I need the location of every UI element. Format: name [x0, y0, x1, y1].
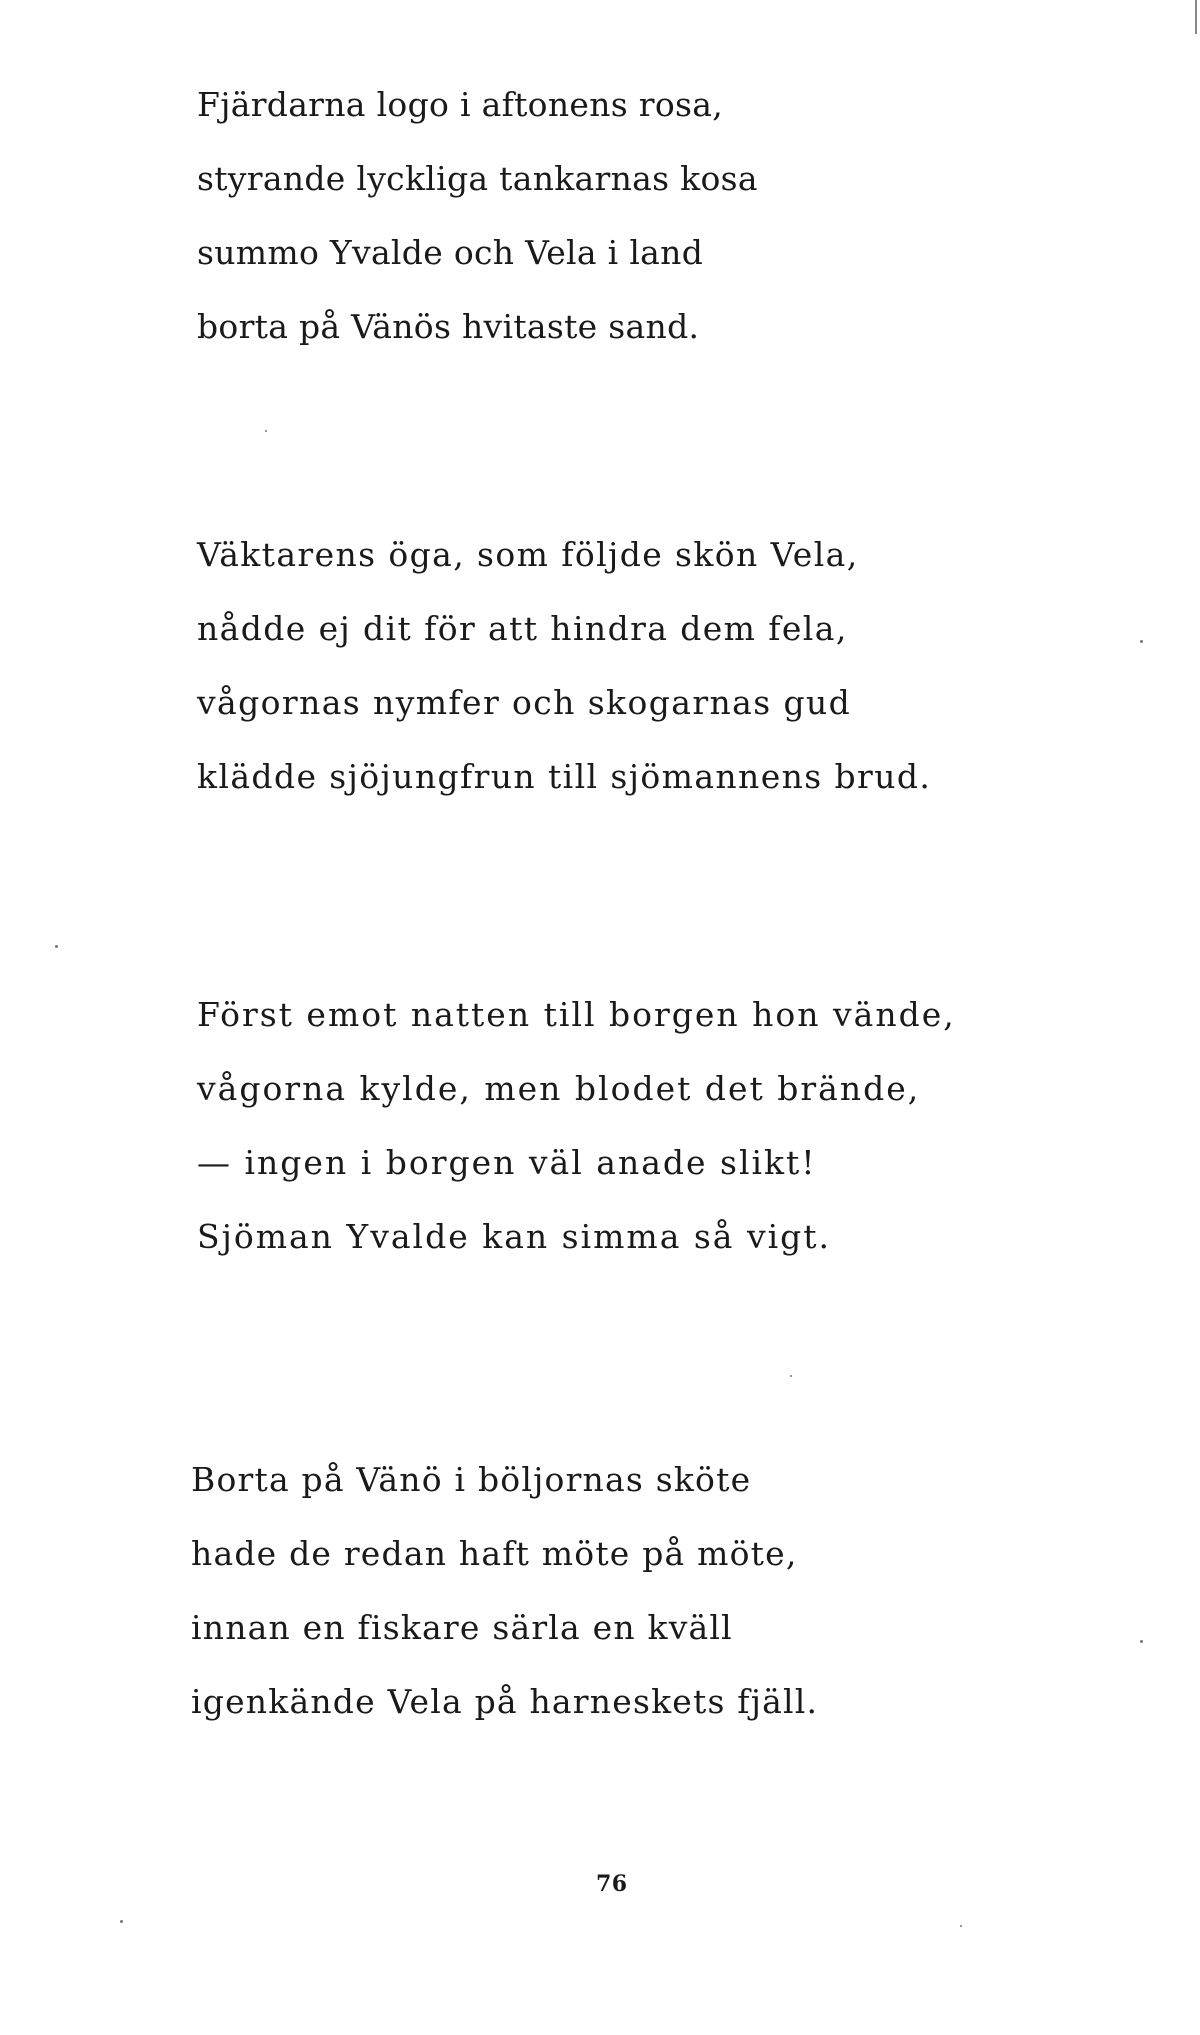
- stanza-3-line-1: Först emot natten till borgen hon vände,: [197, 995, 956, 1034]
- scan-speck: [1140, 640, 1143, 643]
- stanza-2-line-1: Väktarens öga, som följde skön Vela,: [197, 535, 859, 574]
- stanza-2-line-4: klädde sjöjungfrun till sjömannens brud.: [197, 757, 932, 796]
- scan-speck: [120, 1920, 123, 1923]
- scan-speck: [790, 1375, 792, 1377]
- stanza-3-line-2: vågorna kylde, men blodet det brände,: [197, 1069, 921, 1108]
- stanza-3-line-4: Sjöman Yvalde kan simma så vigt.: [197, 1217, 832, 1256]
- stanza-1-line-3: summo Yvalde och Vela i land: [197, 233, 704, 272]
- stanza-1-line-2: styrande lyckliga tankarnas kosa: [197, 159, 758, 198]
- stanza-4-line-4: igenkände Vela på harneskets fjäll.: [191, 1682, 819, 1721]
- stanza-4-line-3: innan en fiskare särla en kväll: [191, 1608, 733, 1647]
- stanza-2: [197, 518, 931, 814]
- stanza-2-line-3: vågornas nymfer och skogarnas gud: [197, 683, 852, 722]
- scan-speck: [1140, 1640, 1143, 1643]
- stanza-1-line-1: Fjärdarna logo i aftonens rosa,: [197, 85, 724, 124]
- stanza-4-line-2: hade de redan haft möte på möte,: [191, 1534, 798, 1573]
- scan-speck: [55, 945, 58, 948]
- page-number: 76: [596, 1871, 628, 1897]
- stanza-1-line-4: borta på Vänös hvitaste sand.: [197, 307, 700, 346]
- stanza-3: [197, 978, 956, 1274]
- scan-speck: [960, 1925, 962, 1927]
- scan-speck: [265, 430, 267, 432]
- stanza-1: [197, 68, 758, 364]
- stanza-3-line-3: — ingen i borgen väl anade slikt!: [197, 1143, 817, 1182]
- stanza-4-line-1: Borta på Vänö i böljornas sköte: [191, 1460, 752, 1499]
- stanza-2-line-2: nådde ej dit för att hindra dem fela,: [197, 609, 848, 648]
- scan-edge-mark: [1195, 0, 1197, 34]
- stanza-4: [191, 1443, 818, 1739]
